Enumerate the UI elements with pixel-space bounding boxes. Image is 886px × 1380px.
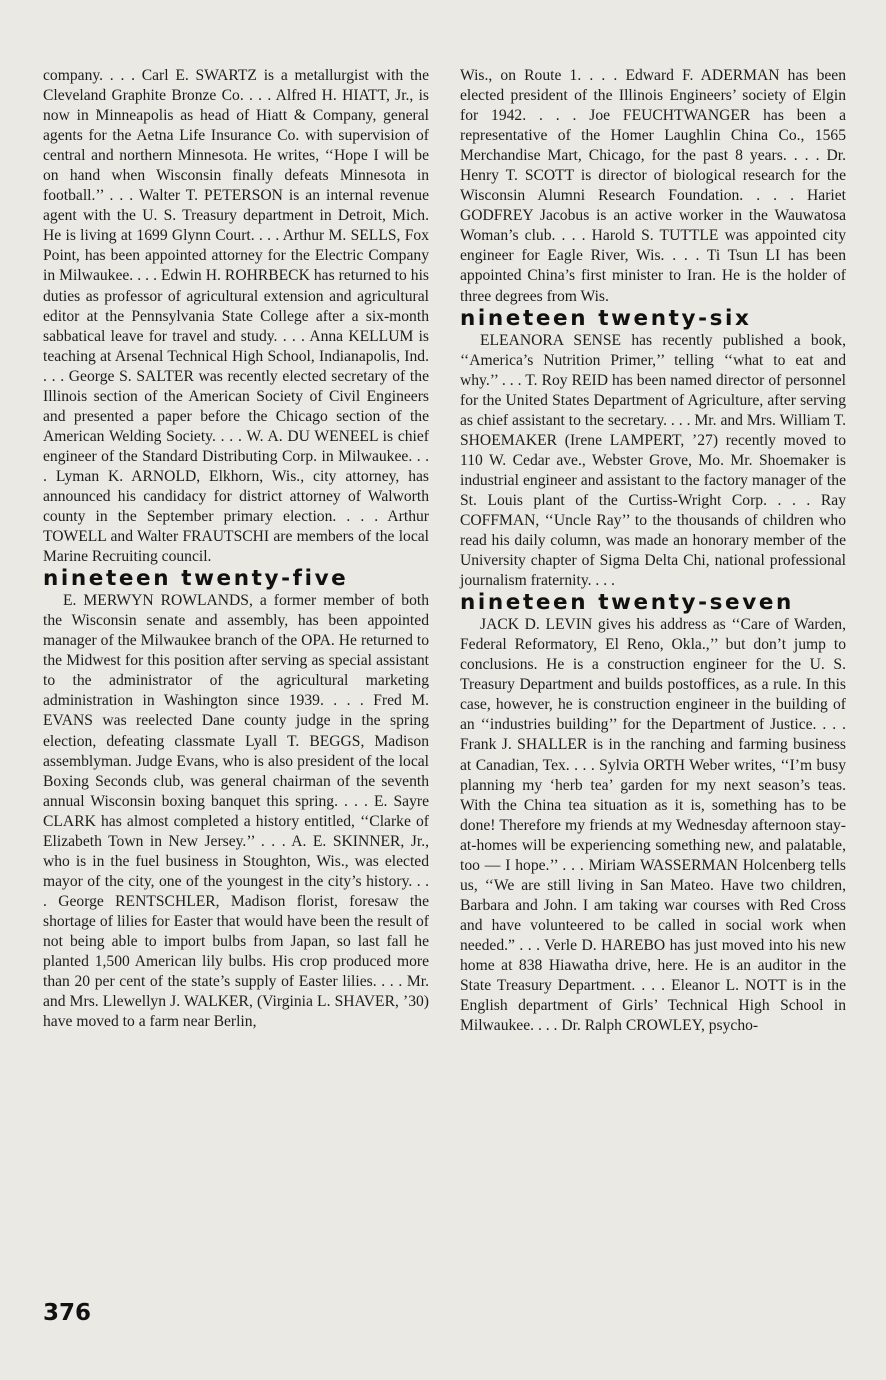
class-notes-paragraph: Wis., on Route 1. . . . Edward F. ADERMAN has been elected president of the Illinois Engineers’ society of Elgin for 1942. . . . Joe FEUCHTWANGER has been a representative of the Homer Laughlin China Co., 1565 Merchandise Mart, Chicago, for the past 8 years. . . . Dr. Henry T. SCOTT is director of biological research for the Wisconsin Alumni Research Foundation. . . . Hariet GODFREY Jacobus is an active worker in the Wauwatosa Woman’s club. . . . Harold S. TUTTLE was appointed city engineer for Eagle River, Wis. . . . Ti Tsun LI has been appointed China’s first minister to Iran. He is the holder of three degrees from Wis. — [460, 67, 846, 305]
class-heading-1925: nineteen twenty-five — [43, 566, 349, 592]
class-heading-1927: nineteen twenty-seven — [460, 590, 794, 616]
right-column — [460, 66, 846, 1036]
class-notes-paragraph-1925: E. MERWYN ROWLANDS, a former member of both the Wisconsin senate and assembly, has been appointed manager of the Milwaukee branch of the OPA. He returned to the Midwest for this position after serving as special assistant to the administrator of the agricultural marketing administration in Washington since 1939. . . . Fred M. EVANS was reelected Dane county judge in the spring election, defeating classmate Lyall T. BEGGS, Madison assemblyman. Judge Evans, who is also president of the local Boxing Seconds club, was general chairman of the seventh annual Wisconsin boxing banquet this spring. . . . E. Sayre CLARK has almost completed a history entitled, ‘‘Clarke of Elizabeth Town in New Jersey.’’ . . . A. E. SKINNER, Jr., who is in the fuel business in Stoughton, Wis., was elected mayor of the city, one of the youngest in the city’s history. . . . George RENTSCHLER, Madison florist, foresaw the shortage of lilies for Easter that would have been the result of not being able to import bulbs from Japan, so last fall he planted 1,500 American lily bulbs. His crop produced more than 20 per cent of the state’s supply of Easter lilies. . . . Mr. and Mrs. Llewellyn J. WALKER, (Virginia L. SHAVER, ’30) have moved to a farm near Berlin, — [43, 592, 429, 1031]
class-notes-paragraph-1926: ELEANORA SENSE has recently published a book, ‘‘America’s Nutrition Primer,’’ telling ‘‘what to eat and why.’’ . . . T. Roy REID has been named director of personnel for the United States Department of Agriculture, after serving as chief assistant to the secretary. . . . Mr. and Mrs. William T. SHOEMAKER (Irene LAMPERT, ’27) recently moved to 110 W. Cedar ave., Webster Grove, Mo. Mr. Shoemaker is industrial engineer and assistant to the factory manager of the St. Louis plant of the Curtiss-Wright Corp. . . . Ray COFFMAN, ‘‘Uncle Ray’’ to the thousands of children who read his daily column, was made an honorary member of the University chapter of Sigma Delta Chi, national professional journalism fraternity. . . . — [460, 331, 846, 590]
class-notes-paragraph-1927: JACK D. LEVIN gives his address as ‘‘Care of Warden, Federal Reformatory, El Reno, Okla.,’’ but don’t jump to conclusions. He is a construction engineer for the U. S. Treasury Department and builds postoffices, as a rule. In this case, however, he is construction engineer in the building of an ‘‘industries building’’ for the Department of Justice. . . . Frank J. SHALLER is in the ranching and farming business at Canadian, Tex. . . . Sylvia ORTH Weber writes, ‘‘I’m busy planning my ‘herb tea’ garden for my next season’s teas. With the China tea situation as it is, something has to be done! Therefore my friends at my Wednesday afternoon stay-at-homes will be experiencing something new, and palatable, too — I hope.’’ . . . Miriam WASSERMAN Holcenberg tells us, ‘‘We are still living in San Mateo. Have two children, Barbara and John. I am taking war courses with Red Cross and have volunteered to be called in social work when needed.” . . . Verle D. HAREBO has just moved into his new home at 838 Hiawatha drive, here. He is an auditor in the State Treasury Department. . . . Eleanor L. NOTT is in the English department of Girls’ Technical High School in Milwaukee. . . . Dr. Ralph CROWLEY, psycho- — [460, 616, 846, 1035]
class-heading-1926: nineteen twenty-six — [460, 305, 752, 331]
left-column — [43, 66, 429, 1032]
class-notes-paragraph: company. . . . Carl E. SWARTZ is a metallurgist with the Cleveland Graphite Bronze Co. . . . Alfred H. HIATT, Jr., is now in Minneapolis as head of Hiatt & Company, general agents for the Aetna Life Insurance Co. with supervision of central and northern Minnesota. He writes, ‘‘Hope I will be on hand when Wisconsin finally defeats Minnesota in football.’’ . . . Walter T. PETERSON is an internal revenue agent with the U. S. Treasury department in Detroit, Mich. He is living at 1699 Glynn Court. . . . Arthur M. SELLS, Fox Point, has been appointed attorney for the Electric Company in Milwaukee. . . . Edwin H. ROHRBECK has returned to his duties as professor of agricultural extension and agricultural editor at the Pennsylvania State College after a six-month sabbatical leave for travel and study. . . . Anna KELLUM is teaching at Arsenal Technical High School, Indianapolis, Ind. . . . George S. SALTER was recently elected secretary of the Illinois section of the American Society of Civil Engineers and presented a paper before the Chicago section of the American Welding Society. . . . W. A. DU WENEEL is chief engineer of the Standard Distributing Corp. in Milwaukee. . . . Lyman K. ARNOLD, Elkhorn, Wis., city attorney, has announced his candidacy for district attorney of Walworth county in the September primary election. . . . Arthur TOWELL and Walter FRAUTSCHI are members of the local Marine Recruiting council. — [43, 67, 429, 566]
page-number: 376 — [43, 1300, 92, 1326]
